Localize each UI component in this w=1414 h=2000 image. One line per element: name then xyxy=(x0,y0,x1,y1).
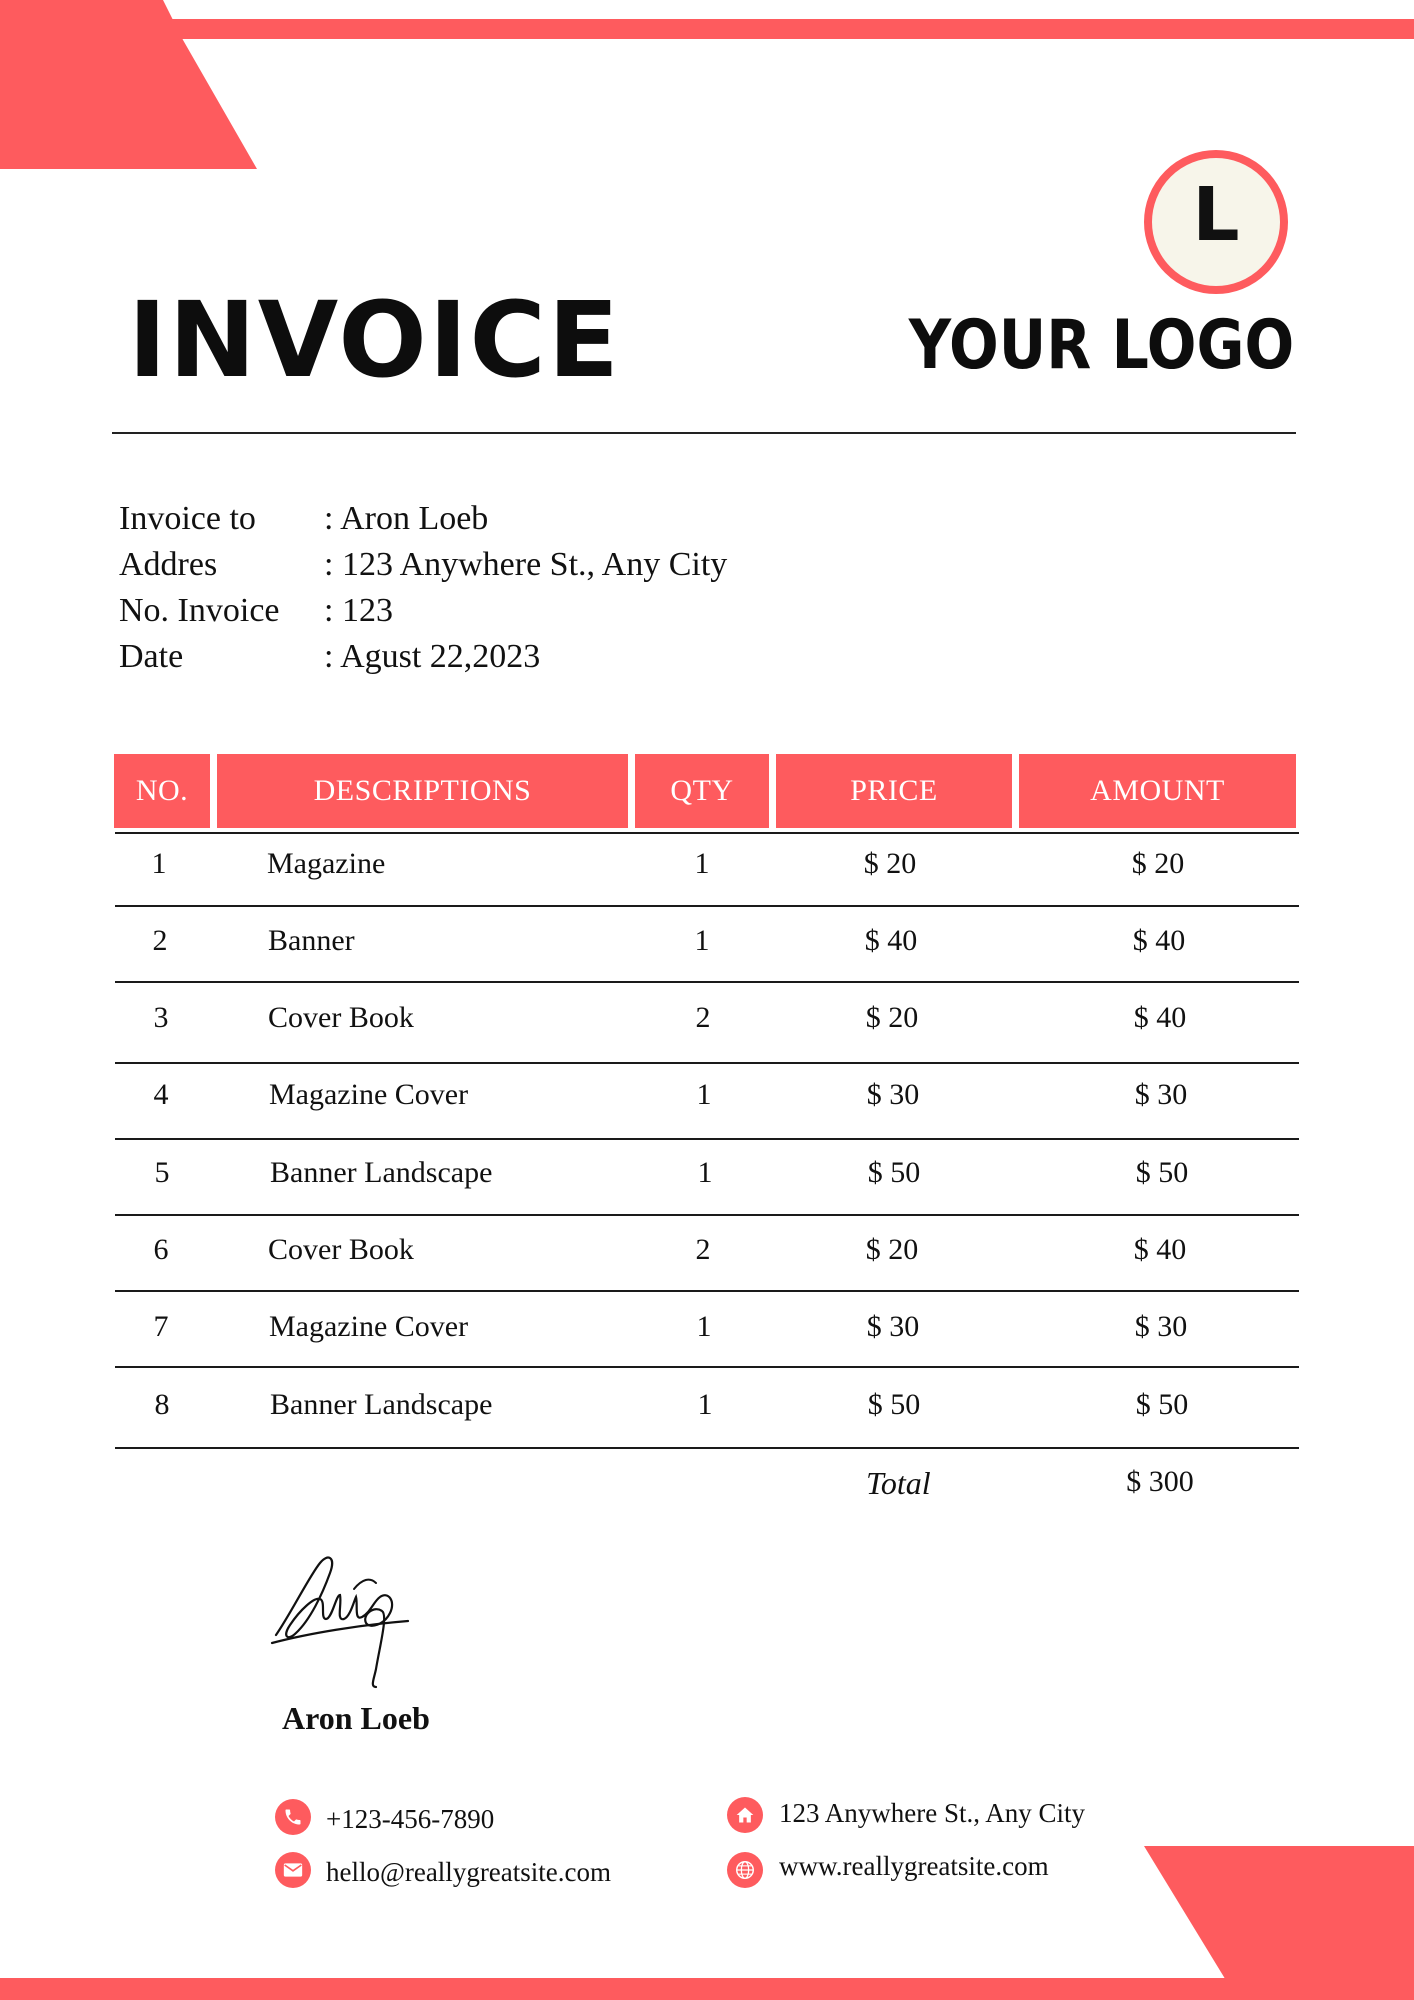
table-rule xyxy=(115,1138,1299,1140)
row-description: Cover Book xyxy=(268,1001,414,1034)
table-rule xyxy=(115,1447,1299,1449)
table-rule xyxy=(115,905,1299,907)
invoice-to-value: : Aron Loeb xyxy=(324,500,489,537)
row-amount: $ 40 xyxy=(1132,924,1186,957)
row-qty: 1 xyxy=(694,924,710,957)
row-description: Cover Book xyxy=(268,1233,414,1266)
row-no: 3 xyxy=(153,1001,169,1034)
top-left-accent-shape xyxy=(0,0,260,170)
row-amount: $ 50 xyxy=(1135,1388,1189,1421)
address-value: : 123 Anywhere St., Any City xyxy=(324,546,728,583)
row-description: Banner xyxy=(268,924,355,957)
home-icon xyxy=(727,1797,763,1833)
total-value: $ 300 xyxy=(1126,1465,1194,1498)
row-amount: $ 40 xyxy=(1133,1001,1187,1034)
street-address: 123 Anywhere St., Any City xyxy=(779,1798,1086,1828)
invoice-title: INVOICE xyxy=(128,279,621,401)
row-price: $ 20 xyxy=(863,847,917,880)
email-address: hello@reallygreatsite.com xyxy=(326,1857,612,1887)
row-price: $ 50 xyxy=(867,1388,921,1421)
invoice-to-label: Invoice to xyxy=(119,500,256,537)
address-label: Addres xyxy=(119,546,218,583)
globe-icon xyxy=(727,1852,763,1888)
website: www.reallygreatsite.com xyxy=(779,1851,1049,1881)
mail-icon xyxy=(275,1852,311,1888)
row-qty: 1 xyxy=(694,847,710,880)
table-rule xyxy=(115,1366,1299,1368)
column-header-amount: AMOUNT xyxy=(1019,754,1296,828)
logo-letter: L xyxy=(1192,172,1240,258)
row-no: 5 xyxy=(154,1156,170,1189)
column-header-descriptions: DESCRIPTIONS xyxy=(217,754,628,828)
column-header-no: NO. xyxy=(114,754,210,828)
signature-image xyxy=(270,1545,420,1690)
date-value: : Agust 22,2023 xyxy=(324,638,541,675)
row-no: 7 xyxy=(153,1310,169,1343)
phone-number: +123-456-7890 xyxy=(326,1804,495,1834)
table-rule xyxy=(115,1214,1299,1216)
date-label: Date xyxy=(119,638,184,675)
phone-icon xyxy=(275,1799,311,1835)
header-divider xyxy=(112,432,1296,434)
row-description: Banner Landscape xyxy=(270,1388,493,1421)
bottom-right-accent-shape xyxy=(1140,1846,1414,2000)
signatory-name: Aron Loeb xyxy=(282,1700,430,1736)
column-header-qty: QTY xyxy=(635,754,769,828)
table-rule xyxy=(115,1290,1299,1292)
row-description: Magazine xyxy=(267,847,386,880)
row-no: 1 xyxy=(151,847,167,880)
row-price: $ 40 xyxy=(864,924,918,957)
row-amount: $ 30 xyxy=(1134,1310,1188,1343)
top-accent-bar xyxy=(160,19,1414,39)
row-qty: 1 xyxy=(697,1388,713,1421)
row-qty: 2 xyxy=(695,1001,711,1034)
row-price: $ 50 xyxy=(867,1156,921,1189)
invoice-number-value: : 123 xyxy=(324,592,393,629)
row-price: $ 30 xyxy=(866,1078,920,1111)
row-amount: $ 40 xyxy=(1133,1233,1187,1266)
row-no: 8 xyxy=(154,1388,170,1421)
row-amount: $ 20 xyxy=(1131,847,1185,880)
bottom-accent-bar xyxy=(0,1978,1414,2000)
row-price: $ 20 xyxy=(865,1233,919,1266)
table-rule xyxy=(115,1062,1299,1064)
row-qty: 1 xyxy=(697,1156,713,1189)
total-label: Total xyxy=(866,1465,931,1501)
logo-mark xyxy=(1144,150,1288,294)
row-amount: $ 50 xyxy=(1135,1156,1189,1189)
row-description: Banner Landscape xyxy=(270,1156,493,1189)
table-rule xyxy=(115,832,1299,834)
row-amount: $ 30 xyxy=(1134,1078,1188,1111)
row-price: $ 20 xyxy=(865,1001,919,1034)
row-price: $ 30 xyxy=(866,1310,920,1343)
row-qty: 1 xyxy=(696,1310,712,1343)
row-no: 4 xyxy=(153,1078,169,1111)
row-qty: 1 xyxy=(696,1078,712,1111)
row-no: 2 xyxy=(152,924,168,957)
row-description: Magazine Cover xyxy=(269,1078,469,1111)
column-header-price: PRICE xyxy=(776,754,1012,828)
row-qty: 2 xyxy=(695,1233,711,1266)
row-description: Magazine Cover xyxy=(269,1310,469,1343)
invoice-number-label: No. Invoice xyxy=(119,592,280,629)
logo-text: YOUR LOGO xyxy=(908,306,1294,385)
table-rule xyxy=(115,981,1299,983)
row-no: 6 xyxy=(153,1233,169,1266)
